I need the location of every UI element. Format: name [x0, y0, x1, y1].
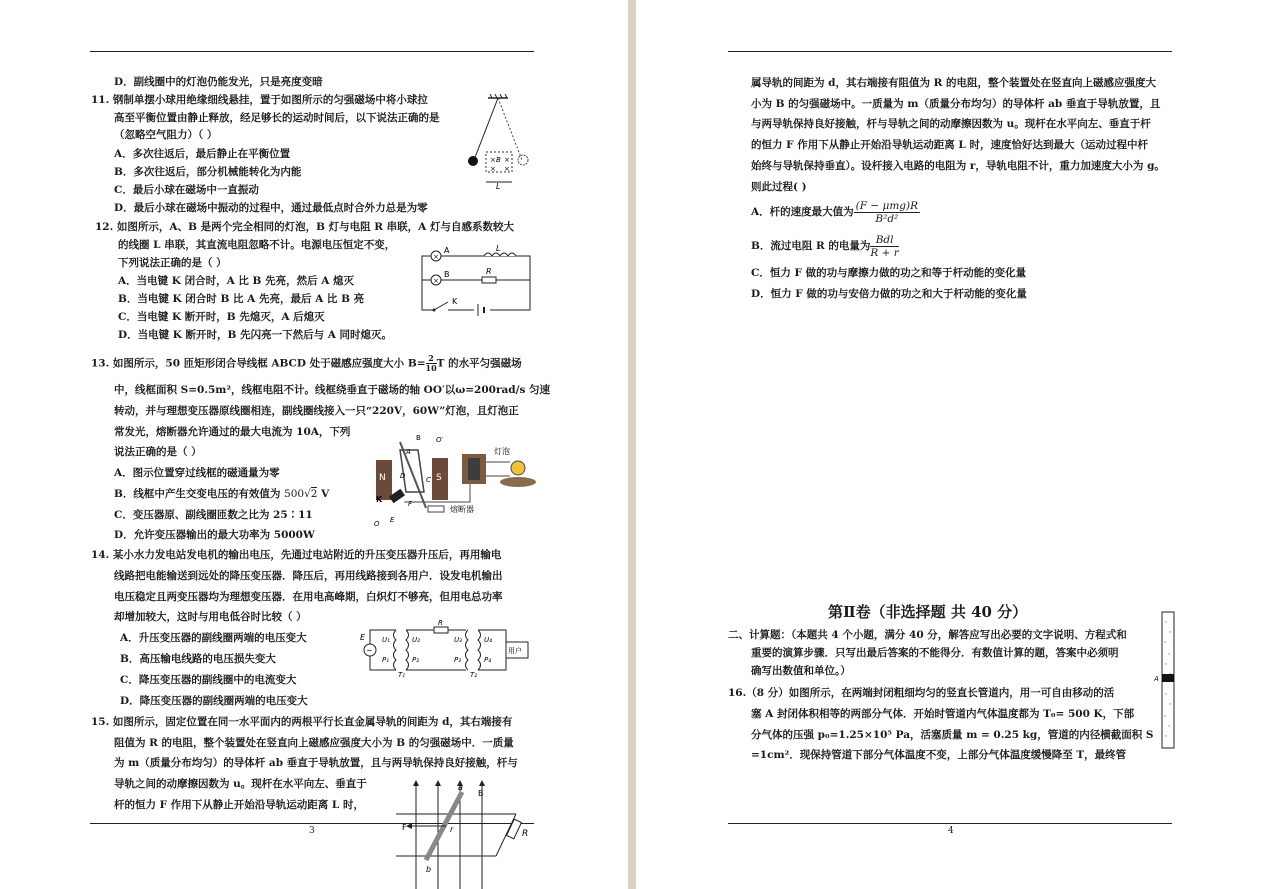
q15-cont-5: 始终与导轨保持垂直）。设杆接入电路的电阻为 r，导轨电阻不计，重力加速度大小为 g。 [751, 160, 1165, 172]
svg-text:U₁: U₁ [382, 636, 390, 644]
svg-text:A: A [406, 448, 411, 456]
svg-text:N: N [379, 473, 386, 483]
q13-option-a: A．图示位置穿过线框的磁通量为零 [114, 467, 280, 479]
q15-stem-5: 杆的恒力 F 作用下从静止开始沿导轨运动距离 L 时， [114, 799, 364, 811]
q14-stem-4: 却增加较大，这时与用电低谷时比较（ ） [114, 611, 307, 623]
q13-option-c: C．变压器原、副线圈匝数之比为 25∶11 [114, 509, 313, 521]
q16-stem: 16.（8 分）如图所示，在两端封闭粗细均匀的竖直长管道内，用一可自由移动的活 [728, 687, 1115, 699]
q12-option-a: A．当电键 K 闭合时，A 比 B 先亮，然后 A 熄灭 [118, 275, 355, 287]
q12-stem-2: 的线圈 L 串联，其直流电阻忽略不计。电源电压恒定不变， [118, 239, 396, 251]
page-gutter [628, 0, 636, 889]
q11-stem-3: （忽略空气阻力）（ ） [114, 129, 218, 141]
svg-text:T₁: T₁ [398, 671, 406, 678]
q12-option-c: C．当电键 K 断开时，B 先熄灭，A 后熄灭 [118, 311, 325, 323]
svg-text:T₂: T₂ [470, 671, 478, 678]
q14-option-b: B．高压输电线路的电压损失变大 [120, 653, 276, 665]
field-fraction: $\frac{2}{10}$ [425, 353, 437, 373]
svg-text:R: R [486, 267, 492, 276]
svg-text:L: L [496, 182, 501, 191]
q11-option-a: A．多次往返后，最后静止在平衡位置 [114, 148, 291, 160]
svg-text:B: B [496, 156, 501, 164]
svg-text:R: R [522, 829, 529, 839]
svg-text:R: R [438, 620, 443, 627]
svg-text:~: ~ [366, 646, 373, 655]
q12-stem-3: 下列说法正确的是（ ） [118, 257, 227, 269]
svg-text:S: S [436, 473, 442, 483]
header-rule [728, 51, 1172, 52]
q14-stem-2: 线路把电能输送到远处的降压变压器．降压后，再用线路接到各用户．设发电机输出 [114, 570, 503, 582]
section-title: 第Ⅱ卷（非选择题 共 40 分） [828, 603, 1028, 621]
q11-stem-2: 高至平衡位置由静止释放，经足够长的运动时间后，以下说法正确的是 [114, 112, 440, 124]
section-instructions-3: 确写出数值和单位。） [751, 665, 851, 677]
q15-option-b: B．流过电阻 R 的电量为 $\frac{\text{Bdl}}{R + r}$ [751, 233, 899, 259]
svg-text:C: C [426, 476, 431, 484]
q12-option-d: D．当电键 K 断开时，B 先闪亮一下然后与 A 同时熄灭。 [118, 329, 393, 341]
svg-text:K: K [376, 495, 383, 504]
q15-option-c: C．恒力 F 做的功与摩擦力做的功之和等于杆动能的变化量 [751, 267, 1027, 279]
page-number: 4 [948, 826, 954, 836]
generator-figure [370, 432, 544, 532]
q15-cont-3: 与两导轨保持良好接触，杆与导轨之间的动摩擦因数为 u。现杆在水平向左、垂直于杆 [751, 118, 1151, 130]
svg-text:×: × [504, 156, 510, 164]
q15-stem-4: 导轨之间的动摩擦因数为 u。现杆在水平向左、垂直于 [114, 778, 367, 790]
q16-stem-4: =1cm²．现保持管道下部分气体温度不变，上部分气体温度缓慢降至 T，最终管 [751, 749, 1127, 761]
q13-stem-3: 转动，并与理想变压器原线圈相连，副线圈线接入一只“220V，60W”灯泡，且灯泡正 [114, 405, 519, 417]
svg-text:K: K [452, 297, 458, 306]
q12-option-b: B．当电键 K 闭合时 B 比 A 先亮，最后 A 比 B 亮 [118, 293, 365, 305]
svg-text:E: E [390, 516, 395, 524]
q15-stem: 15. 如图所示，固定位置在同一水平面内的两根平行长直金属导轨的间距为 d，其右端接有 [91, 716, 513, 728]
svg-text:U₃: U₃ [454, 636, 462, 644]
q10-option-d: D．副线圈中的灯泡仍能发光，只是亮度变暗 [114, 76, 323, 88]
q16-stem-3: 分气体的压强 p₀=1.25×10⁵ Pa，活塞质量 m = 0.25 kg，管道的内径横截面积 S [751, 729, 1154, 741]
q13-stem-2: 中，线框面积 S=0.5m²，线框电阻不计。线框绕垂直于磁场的轴 OO′以ω=200rad/s 匀速 [114, 384, 551, 396]
svg-text:P₄: P₄ [484, 656, 492, 664]
section-instructions-2: 重要的演算步骤．只写出最后答案的不能得分．有数值计算的题，答案中必须明 [751, 647, 1119, 659]
q14-stem: 14. 某小水力发电站发电机的输出电压，先通过电站附近的升压变压器升压后，再用输电 [91, 549, 502, 561]
header-rule [90, 51, 534, 52]
q13-stem-4: 常发光，熔断器允许通过的最大电流为 10A，下列 [114, 426, 351, 438]
svg-text:用户: 用户 [508, 647, 522, 655]
page-4 [636, 0, 1264, 889]
q15-option-d: D．恒力 F 做的功与安倍力做的功之和大于杆动能的变化量 [751, 288, 1027, 300]
svg-text:U₂: U₂ [412, 636, 420, 644]
q13-option-b: B．线框中产生交变电压的有效值为 500√2 V [114, 488, 330, 500]
svg-text:B: B [444, 270, 450, 279]
q15-stem-2: 阻值为 R 的电阻，整个装置处在竖直向上磁感应强度大小为 B 的匀强磁场中．一质量 [114, 737, 514, 749]
svg-text:熔断器: 熔断器 [450, 505, 474, 514]
svg-text:a: a [458, 783, 463, 792]
footer-rule [728, 823, 1172, 824]
q11-option-d: D．最后小球在磁场中振动的过程中，通过最低点时合外力总是为零 [114, 202, 428, 214]
svg-text:灯泡: 灯泡 [494, 447, 510, 456]
svg-text:r: r [450, 825, 454, 834]
svg-text:P₃: P₃ [454, 656, 462, 664]
q11-stem: 11. 钢制单摆小球用绝缘细线悬挂，置于如图所示的匀强磁场中将小球拉 [91, 94, 428, 106]
svg-text:×: × [504, 165, 510, 173]
q14-stem-3: 电压稳定且两变压器均为理想变压器．在用电高峰期，白炽灯不够亮，但用电总功率 [114, 591, 503, 603]
svg-text:F: F [408, 500, 413, 508]
page-number: 3 [309, 826, 315, 836]
svg-text:O: O [374, 520, 380, 528]
svg-text:F: F [402, 823, 407, 832]
svg-text:E: E [360, 633, 366, 642]
svg-text:U₄: U₄ [484, 636, 492, 644]
q15-cont-4: 的恒力 F 作用下从静止开始沿导轨运动距离 L 时，速度恰好达到最大（运动过程中杆 [751, 139, 1148, 151]
rail-figure [386, 776, 536, 889]
q15-stem-3: 为 m（质量分布均匀）的导体杆 ab 垂直于导轨放置，且与两导轨保持良好接触，杆与 [114, 757, 518, 769]
svg-text:×: × [490, 156, 496, 164]
q15-option-a: A．杆的速度最大值为 $\frac{\text{(F − μmg)R}}{\text{B²d²}}$ [751, 199, 919, 225]
self-inductance-circuit [414, 244, 538, 316]
q14-option-c: C．降压变压器的副线圈中的电流变大 [120, 674, 297, 686]
velocity-fraction: $\frac{\text{(F − μmg)R}}{\text{B²d²}}$ [855, 199, 919, 225]
section-instructions-1: 二、计算题：（本题共 4 个小题，满分 40 分，解答应写出必要的文字说明、方程式和 [728, 629, 1127, 641]
svg-text:B: B [416, 434, 421, 442]
q16-stem-2: 塞 A 封闭体积相等的两部分气体．开始时管道内气体温度都为 T₀= 500 K，下部 [751, 708, 1135, 720]
svg-text:B: B [478, 789, 484, 798]
svg-text:P₁: P₁ [382, 656, 390, 664]
page-3 [0, 0, 628, 889]
q14-option-d: D．降压变压器的副线圈两端的电压变大 [120, 695, 308, 707]
svg-text:O′: O′ [436, 436, 444, 444]
svg-text:b: b [426, 865, 432, 874]
q15-cont-6: 则此过程( ) [751, 181, 807, 193]
svg-text:×: × [490, 165, 496, 173]
svg-text:A: A [444, 246, 450, 255]
tube-figure [1154, 610, 1178, 750]
svg-text:×: × [433, 253, 439, 261]
pendulum-figure [460, 94, 534, 194]
svg-text:P₂: P₂ [412, 656, 420, 664]
svg-text:A: A [1154, 675, 1159, 683]
svg-text:L: L [496, 244, 501, 253]
svg-text:D: D [400, 472, 406, 480]
svg-text:×: × [433, 277, 439, 285]
transmission-figure [356, 620, 538, 678]
q11-option-b: B．多次往返后，部分机械能转化为内能 [114, 166, 302, 178]
q13-stem-5: 说法正确的是（ ） [114, 446, 202, 458]
q15-cont-1: 属导轨的间距为 d，其右端接有阻值为 R 的电阻，整个装置处在竖直向上磁感应强度大 [751, 77, 1157, 89]
q13-stem: 13. 如图所示，50 匝矩形闭合导线框 ABCD 处于磁感应强度大小 B= $\frac{2}{10}T$ 的水平匀强磁场 [91, 353, 522, 373]
q15-cont-2: 小为 B 的匀强磁场中。一质量为 m（质量分布均匀）的导体杆 ab 垂直于导轨放置，且 [751, 98, 1161, 110]
q12-stem: 12. 如图所示，A、B 是两个完全相同的灯泡，B 灯与电阻 R 串联，A 灯与自感系数较大 [95, 221, 514, 233]
q11-option-c: C．最后小球在磁场中一直振动 [114, 184, 259, 196]
q14-option-a: A．升压变压器的副线圈两端的电压变大 [120, 632, 307, 644]
q13-option-d: D．允许变压器输出的最大功率为 5000W [114, 529, 315, 541]
charge-fraction: $\frac{\text{Bdl}}{R + r}$ [870, 233, 899, 259]
